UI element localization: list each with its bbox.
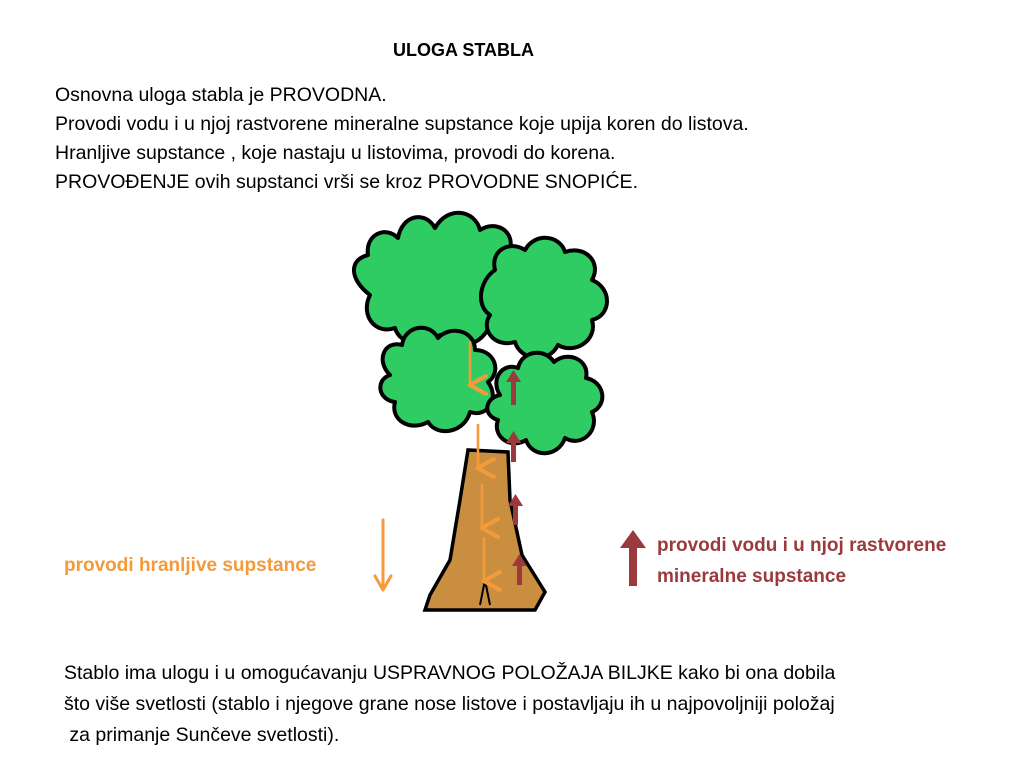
bottom-text [64, 658, 835, 751]
bottom-line-2: što više svetlosti (stablo i njegove grane nose listove i postavljaju ih u najpovoljniji položaj [64, 693, 835, 715]
crown-lower-left [380, 328, 495, 431]
crown-lower-right [487, 353, 602, 453]
intro-line-1: Osnovna uloga stabla je PROVODNA. [55, 84, 387, 106]
page-title: ULOGA STABLA [393, 40, 534, 60]
legend-water-label [657, 530, 946, 592]
arrow-up-icon [618, 528, 648, 586]
intro-text [55, 81, 749, 197]
bottom-line-3: za primanje Sunčeve svetlosti). [64, 724, 340, 746]
intro-line-4: PROVOĐENJE ovih supstanci vrši se kroz PROVODNE SNOPIĆE. [55, 171, 638, 193]
crown-right [481, 238, 607, 358]
intro-line-3: Hranljive supstance , koje nastaju u listovima, provodi do korena. [55, 142, 616, 164]
legend-nutrients-label: provodi hranljive supstance [64, 555, 317, 576]
intro-line-2: Provodi vodu i u njoj rastvorene mineralne supstance koje upija koren do listova. [55, 113, 749, 135]
arrow-down-icon [370, 518, 396, 594]
legend-water-line-1: provodi vodu i u njoj rastvorene [657, 535, 947, 556]
bottom-line-1: Stablo ima ulogu i u omogućavanju USPRAVNOG POLOŽAJA BILJKE kako bi ona dobila [64, 662, 836, 684]
legend-water-line-2: mineralne supstance [657, 566, 847, 587]
tree-trunk [425, 450, 545, 610]
